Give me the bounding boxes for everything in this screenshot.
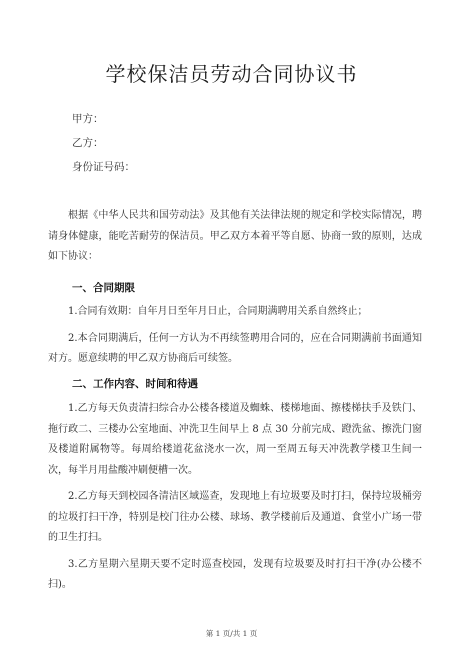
document-title: 学校保洁员劳动合同协议书: [105, 62, 358, 86]
preamble-paragraph: 根据《中华人民共和国劳动法》及其他有关法律法规的规定和学校实际情况，聘请身体健康，能吃苦耐劳的保洁员。甲乙双方本着平等自愿、协商一致的原则，达成如下协议：: [48, 210, 422, 262]
preamble: [48, 206, 422, 268]
duties-paragraph-1: 1.乙方每天负责清扫综合办公楼各楼道及蜘蛛、楼梯地面、擦楼梯扶手及铁门、拖行政二、三楼办公室地面、冲洗卫生间早上 8 点 30 分前完成、蹬洗盆、擦洗门窗及楼道附属物等。每周给楼道花盆浇水一次，周一至周五每天冲洗教学楼卫生间一次，每半月用盐酸冲刷便槽一次。: [48, 403, 422, 476]
party-a-field: 甲方：: [72, 113, 104, 125]
id-number-field: 身份证号码：: [72, 161, 135, 173]
section-heading-duties: 二、工作内容、时间和待遇: [72, 378, 198, 390]
duties-paragraph-3: 3.乙方星期六星期天要不定时巡查校园，发现有垃圾要及时打扫干净(办公楼不扫)。: [48, 558, 422, 590]
section-heading-term: 一、合同期限: [72, 282, 135, 294]
party-b-field: 乙方：: [72, 137, 104, 149]
term-paragraph-2: 2.本合同期满后，任何一方认为不再续签聘用合同的，应在合同期满前书面通知对方。愿意续聘的甲乙双方协商后可续签。: [48, 332, 422, 364]
section-term-body: [48, 302, 422, 370]
duties-paragraph-2: 2.乙方每天到校园各清洁区域巡查，发现地上有垃圾要及时打扫，保持垃圾桶旁的垃圾打扫干净，特别是校门往办公楼、球场、教学楼前后及通道、食堂小广场一带的卫生打扫。: [48, 491, 422, 543]
page-footer: 第 1 页/共 1 页: [205, 629, 258, 638]
section-duties-body: [48, 399, 422, 596]
term-paragraph-1: 1.合同有效期：自年月日至年月日止，合同期满聘用关系自然终止；: [68, 306, 368, 317]
